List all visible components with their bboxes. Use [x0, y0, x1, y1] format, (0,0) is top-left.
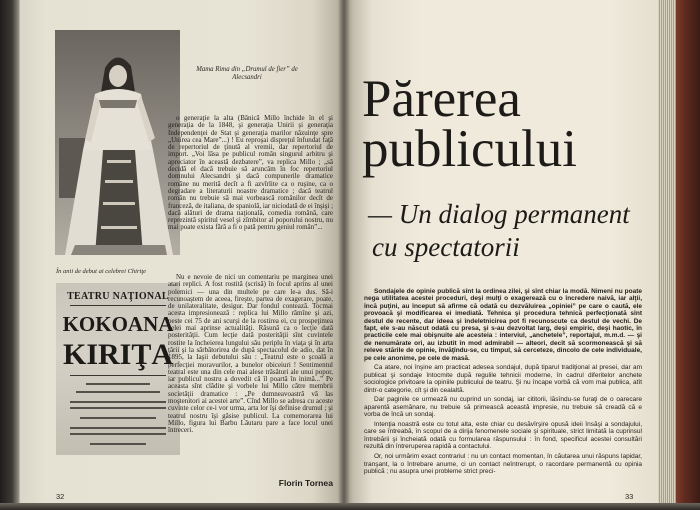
- book-edge-left: [0, 0, 20, 510]
- poster-small-print: [76, 391, 160, 393]
- poster-small-print: [70, 433, 166, 435]
- article-title-line: Părerea: [362, 70, 521, 128]
- author-signature: Florin Tornea: [278, 478, 333, 488]
- poster-caption: În anii de debut ai celebrei Chiriţe: [56, 268, 147, 275]
- book-edge-bottom: [0, 503, 700, 510]
- poster-small-print: [86, 383, 150, 385]
- photo-caption: Mama Rima din „Drumul de fier” de Alecsandri: [196, 66, 298, 81]
- article-body-paragraph: Nu e nevoie de nici un comentariu pe marginea unei atari replici. A fost rostită (scrisă) în focul aprins al unei polemici — una din multele pe care le-a dus. Să-i recunoaştem de aceea, fireşte, partea de exagerare, poate, de unilateralitate, desigur. Dar fondul contează. Tocmai acesta impresionează : replica lui Millo rămîne şi azi, peste cei 75 de ani scurşi de la rostirea ei, cu prospeţimea celei mai aprinse actualităţi. Răsună ca o lecţie dată posterităţii. Cum lecţie dată posterităţii sînt cuvintele rostite la încheierea lungului său periplu în viaţa şi în arta ţării şi la sărbătorirea de după spectacolul de adio, dat în 1895, la Iaşii debutului său : „Teatrul este o şcoală a perfecţiei moravurilor, a bunelor obiceiuri ! Sentimentul teatral este una din cele mai alese trăsături ale unui popor, iar publicul nostru a dovedit că îl poartă în inimă...” Pe aceasta sînt clădite şi vorbele lui Millo către membrii societăţii dramatice : „Pe dumneavoastră vă las moştenitori ai acestei arte”. Cînd Millo se adresa cu aceste cuvinte celor ce-i vor urma, arta lor îşi definise drumul ; şi teatrul nostru îşi găsise publicul. La comemorarea lui Millo, figura lui Barbu Lăutaru pare a face locul unei întreceri.: [168, 274, 333, 435]
- portrait-photo: [55, 30, 180, 255]
- poster-rule: [70, 305, 166, 306]
- article-body-paragraph: Dar paginile ce urmează nu cuprind un sondaj, iar cititorii, lăsîndu-se furaţi de o oarecare aparentă asemănare, nu trebuie să primească această impresie, nu trebuie să creadă că e vorba de încă un sondaj.: [364, 396, 642, 419]
- poster-rule: [70, 375, 166, 376]
- article-subtitle-line: — Un dialog permanent: [368, 199, 630, 229]
- book-spine-shadow: [338, 0, 350, 503]
- theatre-poster: [56, 283, 180, 455]
- lead-paragraph: Sondajele de opinie publică sînt la ordinea zilei, şi sînt chiar la modă. Nimeni nu poate nega utilitatea acestei proceduri, deşi mulţi o exagerează cu o încredere naivă, iar alţii, încă puţini, au început să afirme că odată cu dezvăluirea „opiniei” pe care o caută, ele provoacă şi modificarea ei imediată. Tehnica şi procedura tehnică perfecţionată sînt destul de recente, dar ideea şi îndeletnicirea pot fi recunoscute ca destul de vechi. De fapt, ele s-au născut odată cu presa, şi s-au dezvoltat larg, deşi empiric, deşi haotic, în practicile cele mai obişnuite ale acesteia : interviul, „anchetele”, reportajul, m.m.d. — şi de nenumărate ori, au izbutit în mod admirabil — alteori, decît să scormonească şi să releve stările de opinie, învăţîndu-se, cu timpul, să cerceteze, dincolo de cele individuale, pe cele anonime, pe cele de masă.: [364, 288, 642, 362]
- page-number-left: 32: [56, 492, 65, 501]
- poster-title-kirita: KIRIŢA: [62, 338, 174, 371]
- page-number-right: 33: [625, 492, 634, 501]
- article-body: [364, 288, 642, 482]
- article-title-line: publicului: [362, 120, 577, 178]
- article-body-paragraph: Intenţia noastră este cu totul alta, este chiar cu desăvîrşire opusă ideii însăşi a sondajului, care se întreabă, în scopul de a dirija fenomenele sociale şi spirituale, strict limitată la cuprinsul întrebării şi încheiată odată cu formularea răspunsului : în fond, specificul acestei consultări rezultă din întreruperea rapidă a contactului.: [364, 421, 642, 451]
- poster-small-print: [70, 407, 166, 409]
- article-body-paragraph: o generaţie la alta (Bănică Millo închide în el şi generaţia de la 1848, şi generaţia Unirii şi generaţia Independenţei de Stat şi generaţia marilor năzuinţe spre „Unirea cea Mare”...) ! Eu reproşai dispreţul înfundat faţă de repertoriul de ţinută al vremii, dar repertoriul de import. „Voi lăsa pe publicul român singurul arbitru şi apreciator în această dezbatere”, va replica Millo ; „să decidă el dacă trebuie să aruncăm în foc repertoriul domnului Alecsandri şi dacă compunerile dramatice române nu merită decît a fi azvîrlite ca o ruşine, ca o degradare a literaturii noastre dramatice ; dacă teatrul român nu trebuie să mai vorbească românilor decît de franceză, de italiana, de spaniolă, iar niciodată de ei înşişi ; dacă alături de drama naţională, comedia română, care reprezintă spiritul vesel şi zîmbitor al poporului nostru, nu mai poate exista fără a fi o pată pentru geniul român”...: [168, 115, 333, 232]
- book-cover-edge: [676, 0, 700, 510]
- poster-small-print: [70, 427, 166, 429]
- poster-small-print: [90, 443, 146, 445]
- article-title: [362, 70, 652, 178]
- article-body-paragraph: Or, noi urmărim exact contrariul : nu un contact momentan, în căutarea unui răspuns lapidar, tranşant, la o întrebare anume, ci un contact neîntrerupt, o racordare permanentă cu opinia publică ; nu asupra unei probleme strict preci-: [364, 453, 642, 475]
- poster-title-kokoana: KOKOANA: [62, 312, 174, 336]
- article-subtitle-line: cu spectatorii: [372, 232, 520, 262]
- article-body-paragraph: Ca atare, noi înşine am practicat adesea sondajul, după tiparul tradiţional al presei, dar am publicat şi sondaje întocmite după regulile tehnicii moderne, în cadrul diferitelor anchete sociologice privitoare la opiniile publicului de teatru. Şi nu încape vorbă că vom mai publica, atît dintr-o categorie, cît şi din cealaltă.: [364, 364, 642, 394]
- poster-theatre-name: TEATRU NAŢIONAL: [67, 291, 169, 302]
- poster-small-print: [70, 401, 166, 403]
- poster-small-print: [80, 417, 156, 419]
- article-subtitle: [368, 198, 653, 264]
- page-stack-edge: [658, 0, 676, 505]
